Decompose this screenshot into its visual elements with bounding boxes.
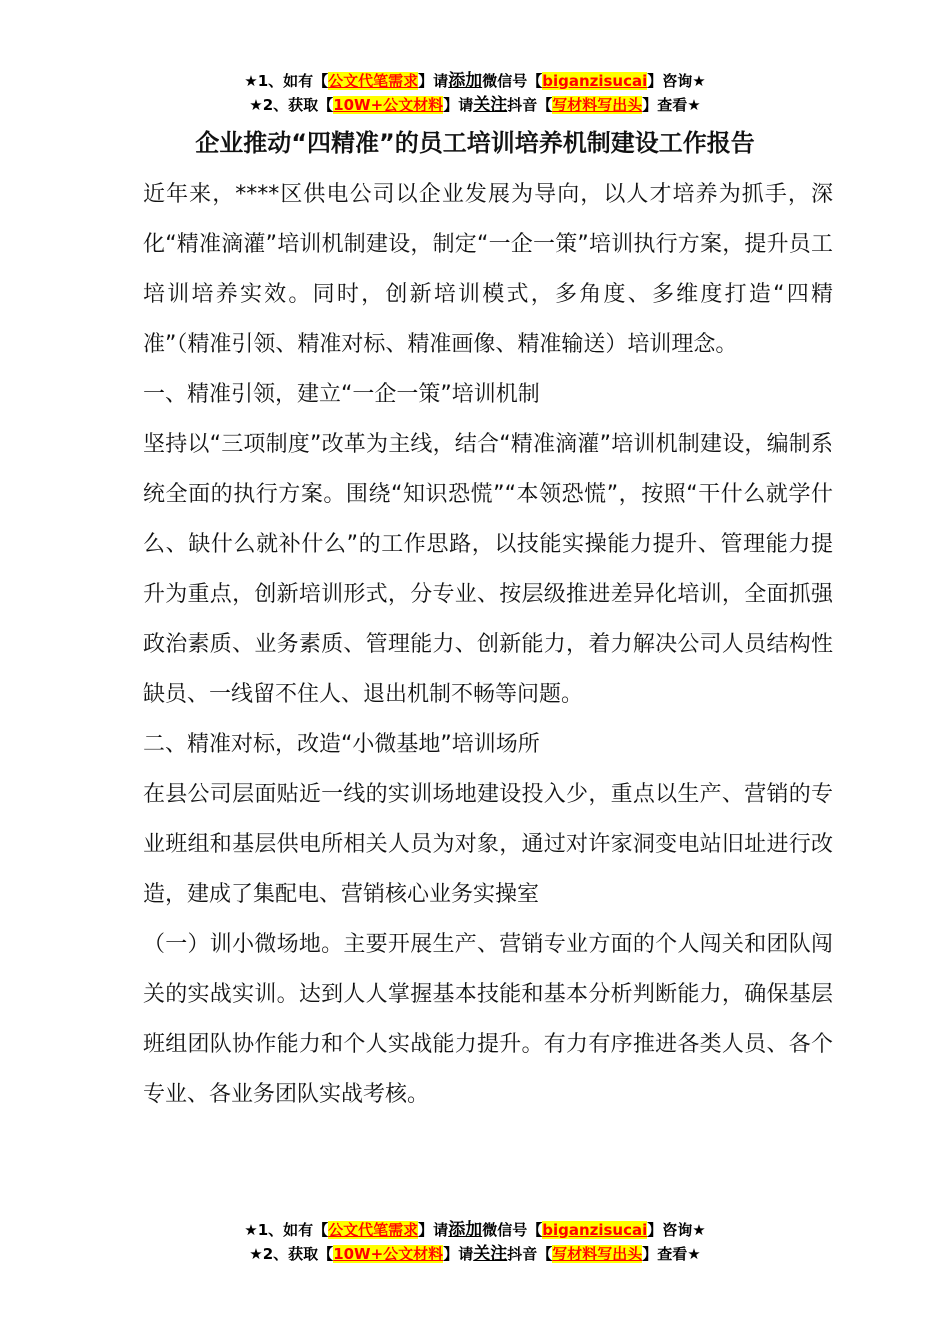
notice-text: 抖音【 — [507, 96, 553, 114]
promo-notice-bottom-line2 — [0, 1243, 950, 1265]
notice-text: 微信号【 — [482, 72, 543, 90]
notice-text: 微信号【 — [482, 1221, 543, 1239]
highlight-wechat-id: biganzisucai — [542, 72, 648, 90]
notice-text: 】咨询★ — [647, 1221, 706, 1239]
section-heading-2: 二、精准对标，改造“小微基地”培训场所 — [143, 732, 540, 757]
paragraph-section-2: 在县公司层面贴近一线的实训场地建设投入少，重点以生产、营销的专业班组和基层供电所相关人员为对象，通过对许家洞变电站旧址进行改造，建成了集配电、营销核心业务实操室 — [143, 782, 833, 907]
promo-notice-top-line1 — [0, 70, 950, 92]
paragraph-subsection-1: （一）训小微场地。主要开展生产、营销专业方面的个人闯关和团队闯关的实战实训。达到人人掌握基本技能和基本分析判断能力，确保基层班组团队协作能力和个人实战能力提升。有力有序推进各类人员、各个专业、各业务团队实战考核。 — [143, 932, 833, 1107]
emphasis-add: 添加 — [448, 71, 483, 91]
notice-text: ★1、如有【 — [244, 72, 329, 90]
notice-text: 】请 — [418, 1221, 449, 1239]
emphasis-follow: 关注 — [473, 1244, 508, 1264]
paragraph-section-1: 坚持以“三项制度”改革为主线，结合“精准滴灌”培训机制建设，编制系统全面的执行方案。围绕“知识恐慌”“本领恐慌”，按照“干什么就学什么、缺什么就补什么”的工作思路，以技能实操能力提升、管理能力提升为重点，创新培训形式，分专业、按层级推进差异化培训，全面抓强政治素质、业务素质、管理能力、创新能力，着力解决公司人员结构性缺员、一线留不住人、退出机制不畅等问题。 — [143, 432, 833, 707]
document-body — [143, 170, 833, 1120]
highlight-materials: 10W+公文材料 — [333, 1245, 444, 1263]
notice-text: ★2、获取【 — [249, 1245, 334, 1263]
notice-text: 】咨询★ — [647, 72, 706, 90]
document-title: 企业推动“四精准”的员工培训培养机制建设工作报告 — [195, 129, 755, 157]
highlight-wechat-id: biganzisucai — [542, 1221, 648, 1239]
notice-text: 】请 — [443, 1245, 474, 1263]
notice-text: ★1、如有【 — [244, 1221, 329, 1239]
promo-notice-top-line2 — [0, 94, 950, 116]
emphasis-follow: 关注 — [473, 95, 508, 115]
promo-notice-bottom-line1 — [0, 1219, 950, 1241]
highlight-douyin-account: 写材料写出头 — [552, 1245, 643, 1263]
notice-text: 】请 — [418, 72, 449, 90]
highlight-service: 公文代笔需求 — [328, 1221, 419, 1239]
notice-text: 】请 — [443, 96, 474, 114]
highlight-douyin-account: 写材料写出头 — [552, 96, 643, 114]
highlight-service: 公文代笔需求 — [328, 72, 419, 90]
highlight-materials: 10W+公文材料 — [333, 96, 444, 114]
notice-text: 抖音【 — [507, 1245, 553, 1263]
section-heading-1: 一、精准引领，建立“一企一策”培训机制 — [143, 382, 540, 407]
notice-text: ★2、获取【 — [249, 96, 334, 114]
paragraph-intro: 近年来，****区供电公司以企业发展为导向，以人才培养为抓手，深化“精准滴灌”培训机制建设，制定“一企一策”培训执行方案，提升员工培训培养实效。同时，创新培训模式，多角度、多维度打造“四精准”（精准引领、精准对标、精准画像、精准输送）培训理念。 — [143, 182, 833, 357]
notice-text: 】查看★ — [642, 96, 701, 114]
notice-text: 】查看★ — [642, 1245, 701, 1263]
emphasis-add: 添加 — [448, 1220, 483, 1240]
